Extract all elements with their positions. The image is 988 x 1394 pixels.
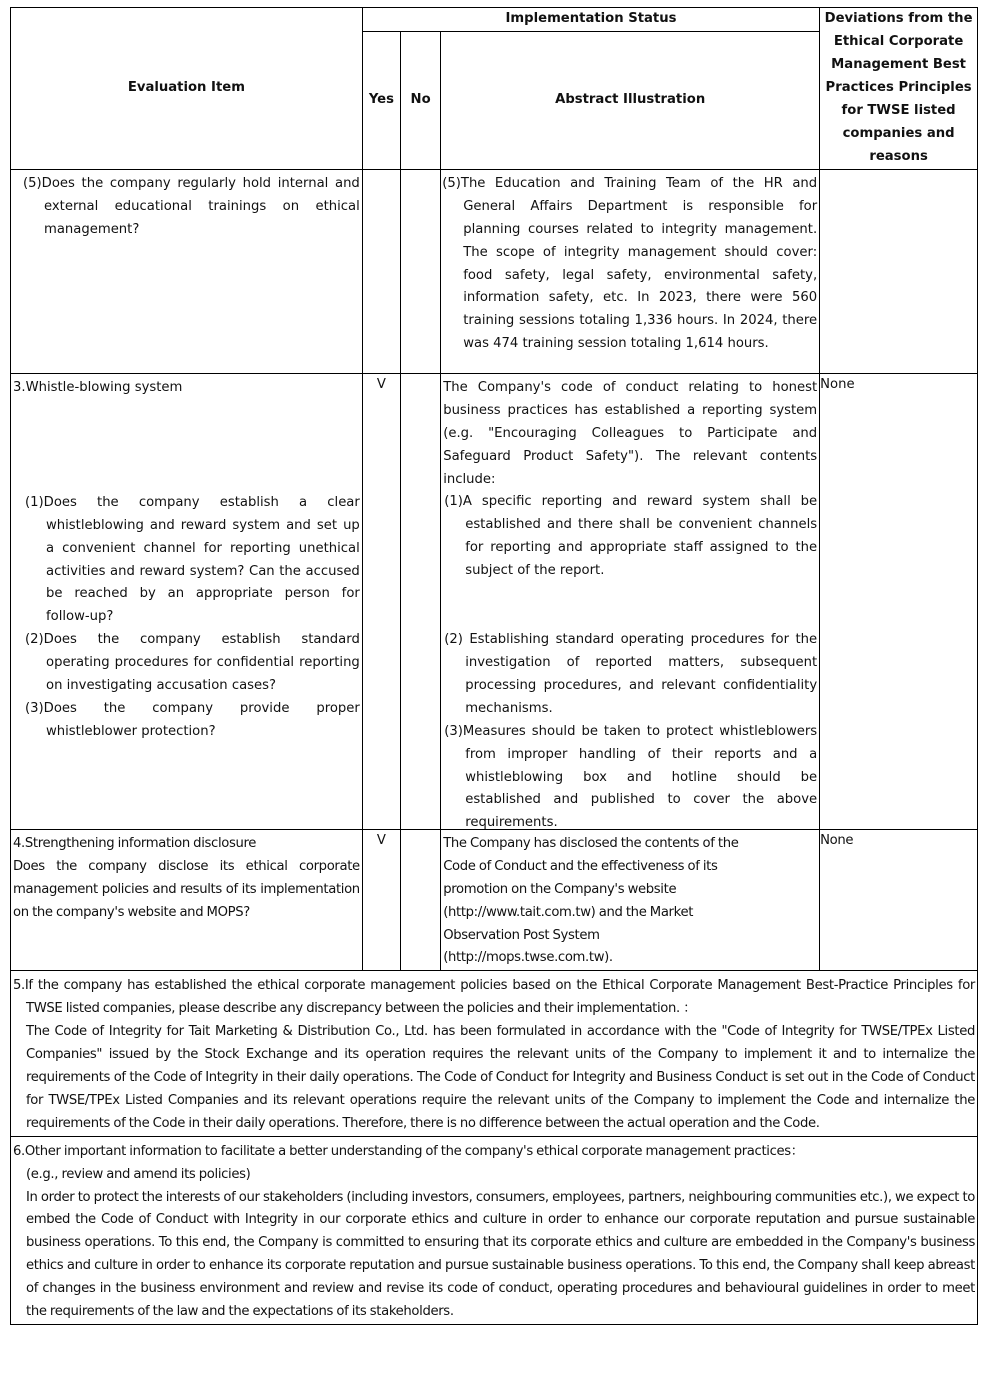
table-row-training	[11, 169, 978, 373]
whistle-abstract-3: (3)Measures should be taken to protect whistleblowers from improper handling of their reports and a whistleblowing box and hotline should be established and published to cover the above requirements.	[444, 723, 818, 831]
section-6-body: In order to protect the interests of our stakeholders (including investors, consumers, employees, partners, neighbouring communities etc.), we expect to embed the Code of Conduct with Integrity in our corporate ethics and culture in order to enhance our corporate reputation and pursue sustainable business operations. To this end, the Company is committed to ensuring that its corporate ethics and culture are embedded in the Company's business ethics and culture in order to enhance its corporate reputation and pursue sustainable business operations. To this end, the Company shall keep abreast of changes in the business environment and review and revise its code of conduct, operating procedures and behavioural guidelines in order to meet the requirements of the law and the expectations of its stakeholders.	[26, 1189, 975, 1320]
whistle-abstract-intro: The Company's code of conduct relating to honest business practices has established a reporting system (e.g. "Encouraging Colleagues to Participate and Safeguard Product Safety"). The relevant contents include:	[443, 379, 818, 487]
disclosure-abstract	[441, 830, 819, 970]
whistle-question-2: (2)Does the company establish standard operating procedures for confidential reporting on investigating accusation cases?	[25, 632, 360, 694]
whistle-abstract-1: (1)A specific reporting and reward system shall be established and there shall be convenient channels for reporting and appropriate staff assigned to the subject of the report.	[444, 494, 818, 579]
section-6-row	[11, 1136, 978, 1324]
whistle-question-3: (3)Does the company provide proper whistleblower protection?	[25, 700, 360, 739]
no-cell	[401, 169, 441, 373]
mops-link[interactable]: (http://mops.twse.com.tw).	[443, 950, 613, 966]
abstract-cell	[441, 829, 820, 970]
yes-cell: V	[362, 829, 400, 970]
ethical-management-evaluation-document	[10, 7, 978, 1325]
disclosure-abstract-line: promotion on the Company's website	[443, 881, 677, 897]
table-row-whistle-blowing	[11, 373, 978, 829]
deviation-cell	[820, 169, 978, 373]
header-no: No	[401, 31, 441, 169]
deviation-cell: None	[820, 373, 978, 829]
disclosure-title: 4.Strengthening information disclosure	[13, 835, 257, 851]
disclosure-abstract-line: The Company has disclosed the contents of the	[443, 835, 739, 851]
disclosure-abstract-line: Code of Conduct and the effectiveness of its	[443, 858, 718, 874]
section-5-body: The Code of Integrity for Tait Marketing & Distribution Co., Ltd. has been formulated in accordance with the "Code of Integrity for TWSE/TPEx Listed Companies" issued by the Stock Exchange and its operation requires the relevant units of the Company to implement it and to internalize the requirements of the Code of Integrity in their daily operations. The Code of Conduct for Integrity and Business Conduct is set out in the Code of Conduct for TWSE/TPEx Listed Companies and its relevant operations require the relevant units of the Company to implement the Code and internalize the requirements of the Code in their daily operations. Therefore, there is no difference between the actual operation and the Code.	[26, 1024, 975, 1131]
evaluation-item-cell	[11, 373, 363, 829]
abstract-cell	[441, 373, 820, 829]
whistle-question-1: (1)Does the company establish a clear whistleblowing and reward system and set up a convenient channel for reporting unethical activities and reward system? Can the accused be reached by an appropriate person for follow-up?	[25, 494, 360, 625]
section-6-cell	[11, 1136, 978, 1324]
section-6-heading: 6.Other important information to facilitate a better understanding of the company's ethical corporate management practices：	[13, 1143, 804, 1159]
whistle-abstract-2: (2) Establishing standard operating procedures for the investigation of reported matters, subsequent processing procedures, and relevant confidentiality mechanisms.	[444, 632, 818, 716]
header-deviations: Deviations from the Ethical Corporate Management Best Practices Principles for TWSE listed companies and reasons	[820, 8, 978, 170]
section-6-subheading: (e.g., review and amend its policies)	[26, 1166, 251, 1182]
yes-cell: V	[362, 373, 400, 829]
no-cell	[401, 829, 441, 970]
header-abstract-illustration: Abstract Illustration	[441, 31, 820, 169]
section-5-row	[11, 971, 978, 1136]
evaluation-item-cell	[11, 829, 363, 970]
header-yes: Yes	[362, 31, 400, 169]
table-row-information-disclosure	[11, 829, 978, 970]
section-5-heading: 5.If the company has established the ethical corporate management policies based on the Ethical Corporate Management Best-Practice Principles for TWSE listed companies, please describe any discrepancy between the policies and their implementation. ：	[13, 978, 975, 1017]
training-abstract: (5)The Education and Training Team of the HR and General Affairs Department is responsible for planning courses related to integrity management. The scope of integrity management should cover: food safety, legal safety, environmental safety, information safety, etc. In 2023, there were 560 training sessions totaling 1,336 hours. In 2024, there was 474 training session totaling 1,614 hours.	[442, 175, 818, 352]
website-link[interactable]: (http://www.tait.com.tw) and the Market	[443, 904, 694, 920]
whistle-title: 3.Whistle-blowing system	[13, 379, 183, 395]
evaluation-item-cell	[11, 169, 363, 373]
header-row-1	[11, 8, 978, 32]
yes-cell	[362, 169, 400, 373]
header-evaluation-item: Evaluation Item	[11, 8, 363, 170]
disclosure-abstract-line: Observation Post System	[443, 927, 600, 943]
disclosure-question: Does the company disclose its ethical corporate management policies and results of its implementation on the company's website and MOPS?	[13, 858, 360, 920]
abstract-cell	[441, 169, 820, 373]
deviation-cell: None	[820, 829, 978, 970]
section-5-cell	[11, 971, 978, 1136]
header-implementation-status: Implementation Status	[362, 8, 819, 32]
evaluation-table	[10, 7, 978, 1325]
training-question: (5)Does the company regularly hold internal and external educational trainings on ethical management?	[23, 175, 360, 237]
no-cell	[401, 373, 441, 829]
